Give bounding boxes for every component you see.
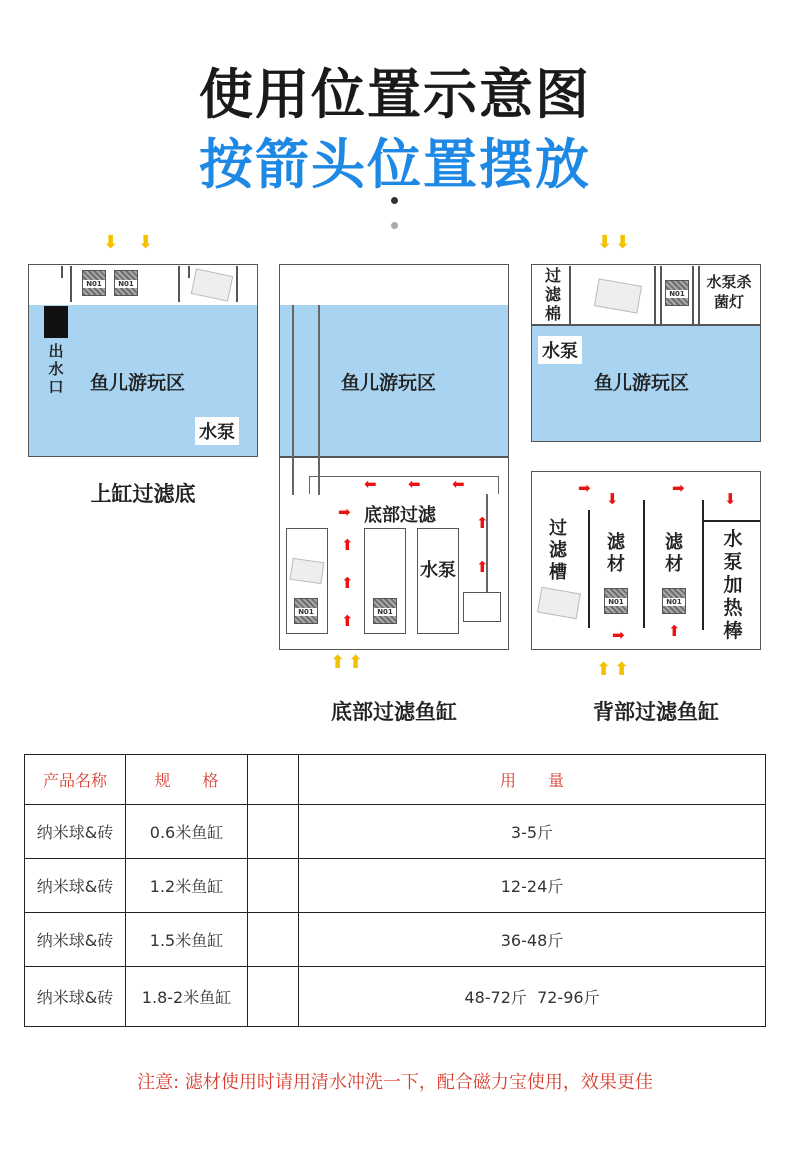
divider	[698, 266, 700, 324]
arrow-up-icon: ⬆	[348, 652, 364, 673]
arrow-up-icon: ⬆	[596, 659, 612, 680]
table-header-cell: 产品名称	[25, 755, 126, 805]
arrow-down-icon: ⬇	[606, 490, 619, 508]
fish-zone-label: 鱼儿游玩区	[594, 372, 690, 394]
fish-zone-label: 鱼儿游玩区	[90, 372, 186, 394]
divider	[236, 266, 238, 302]
filter-media-icon: N01	[294, 598, 318, 624]
usage-table	[24, 754, 766, 1027]
divider	[70, 266, 72, 302]
arrow-left-icon: ⬅	[408, 475, 421, 493]
table-cell: 48-72斤 72-96斤	[299, 967, 766, 1027]
table-cell	[248, 859, 299, 913]
divider	[188, 266, 190, 278]
table-cell	[248, 913, 299, 967]
page-subtitle: 按箭头位置摆放	[199, 133, 591, 196]
table-row	[25, 805, 766, 859]
page-title: 使用位置示意图	[199, 63, 591, 126]
arrow-down-icon: ⬇	[597, 232, 613, 253]
return-pipe	[309, 476, 499, 494]
table-cell: 1.8-2米鱼缸	[126, 967, 248, 1027]
table-cell: 1.5米鱼缸	[126, 913, 248, 967]
table-cell: 36-48斤	[299, 913, 766, 967]
table-cell	[248, 805, 299, 859]
pump-label: 水泵	[195, 417, 239, 445]
outlet-block	[44, 306, 68, 338]
fish-zone-label: 鱼儿游玩区	[341, 372, 437, 394]
arrow-up-icon: ⬆	[341, 612, 354, 630]
pump-heater-label: 水泵加热棒	[723, 528, 743, 642]
bottom-filter-label: 底部过滤	[364, 505, 436, 526]
diagram-caption: 上缸过滤底	[90, 482, 196, 506]
divider	[569, 266, 571, 324]
divider	[654, 266, 656, 324]
filter-media-icon: N01	[114, 270, 138, 296]
arrow-right-icon: ➡	[338, 503, 351, 521]
pipe-vertical	[486, 494, 488, 592]
arrow-down-icon: ⬇	[724, 490, 737, 508]
table-cell: 0.6米鱼缸	[126, 805, 248, 859]
pipe-right	[318, 305, 320, 495]
table-cell: 纳米球&砖	[25, 805, 126, 859]
arrow-up-icon: ⬆	[668, 622, 681, 640]
arrow-right-icon: ➡	[612, 626, 625, 644]
media-label: 滤材	[607, 532, 625, 575]
arrow-down-icon: ⬇	[615, 232, 631, 253]
table-cell: 纳米球&砖	[25, 913, 126, 967]
table-cell: 3-5斤	[299, 805, 766, 859]
table-cell: 12-24斤	[299, 859, 766, 913]
divider	[588, 510, 590, 628]
pipe-left	[292, 305, 294, 495]
divider	[279, 456, 509, 458]
divider	[660, 266, 662, 324]
table-header-cell: 用 量	[299, 755, 766, 805]
pump-uv-label: 水泵杀菌灯	[706, 273, 752, 311]
filter-media-icon: N01	[604, 588, 628, 614]
diagram-caption: 底部过滤鱼缸	[331, 700, 457, 724]
divider	[643, 500, 645, 628]
pump-label: 水泵	[420, 560, 456, 581]
table-row	[25, 913, 766, 967]
arrow-up-icon: ⬆	[614, 659, 630, 680]
filter-cotton-icon	[290, 558, 325, 584]
filter-media-icon: N01	[373, 598, 397, 624]
table-row	[25, 967, 766, 1027]
arrow-right-icon: ➡	[578, 479, 591, 497]
table-cell: 纳米球&砖	[25, 967, 126, 1027]
divider	[702, 520, 760, 522]
table-row	[25, 859, 766, 913]
arrow-right-icon: ➡	[672, 479, 685, 497]
arrow-up-icon: ⬆	[341, 574, 354, 592]
filter-cotton-label: 过滤棉	[544, 266, 561, 323]
divider	[61, 266, 63, 278]
table-cell	[248, 967, 299, 1027]
carousel-dot-active[interactable]	[391, 197, 398, 204]
pump-block	[463, 592, 501, 622]
table-header-cell: 规 格	[126, 755, 248, 805]
arrow-down-icon: ⬇	[138, 232, 154, 253]
filter-media-icon: N01	[662, 588, 686, 614]
media-label: 滤材	[665, 532, 683, 575]
carousel-dot[interactable]	[391, 222, 398, 229]
arrow-up-icon: ⬆	[341, 536, 354, 554]
arrow-up-icon: ⬆	[476, 514, 489, 532]
divider	[692, 266, 694, 324]
table-cell: 1.2米鱼缸	[126, 859, 248, 913]
filter-media-icon: N01	[82, 270, 106, 296]
arrow-up-icon: ⬆	[476, 558, 489, 576]
arrow-left-icon: ⬅	[452, 475, 465, 493]
diagram-caption: 背部过滤鱼缸	[593, 700, 719, 724]
filter-media-icon: N01	[665, 280, 689, 306]
divider	[531, 324, 761, 326]
tank-label: 过滤槽	[549, 518, 567, 583]
table-header-row	[25, 755, 766, 805]
divider	[178, 266, 180, 302]
outlet-label: 出水口	[48, 342, 64, 396]
table-header-cell	[248, 755, 299, 805]
table-cell: 纳米球&砖	[25, 859, 126, 913]
usage-note: 注意: 滤材使用时请用清水冲洗一下，配合磁力宝使用，效果更佳	[137, 1072, 653, 1093]
arrow-left-icon: ⬅	[364, 475, 377, 493]
arrow-up-icon: ⬆	[330, 652, 346, 673]
pump-label: 水泵	[538, 336, 582, 364]
arrow-down-icon: ⬇	[103, 232, 119, 253]
